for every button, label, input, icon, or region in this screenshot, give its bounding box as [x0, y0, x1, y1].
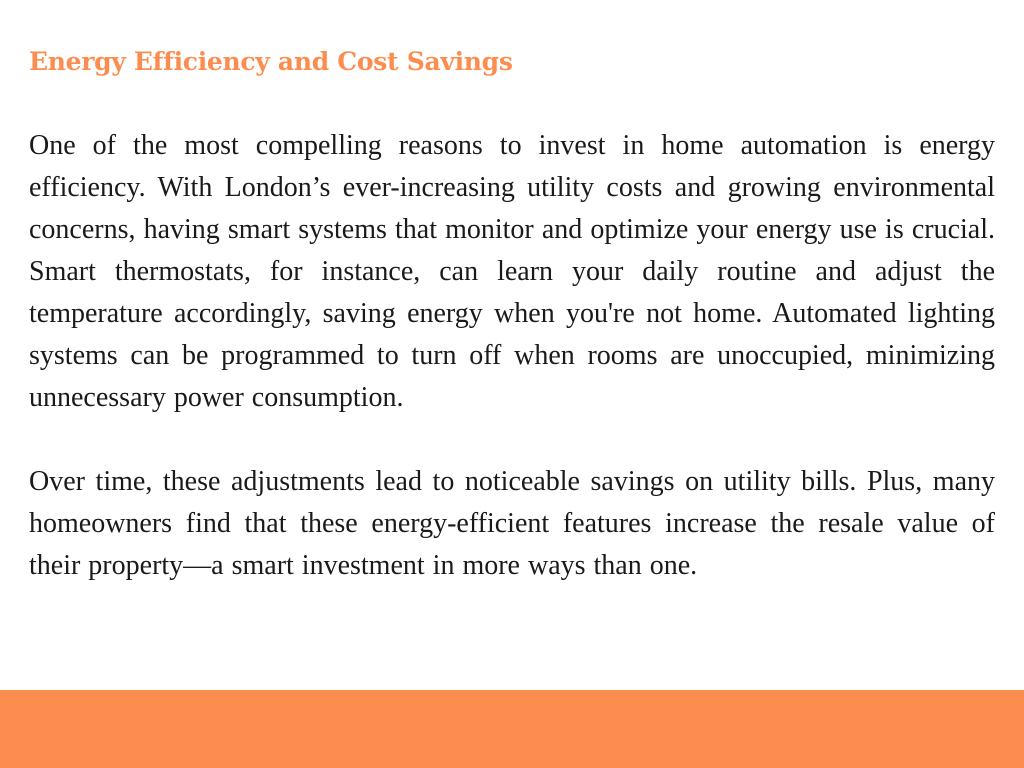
content-area: [29, 40, 995, 587]
footer-accent-band: [0, 690, 1024, 768]
section-heading: Energy Efficiency and Cost Savings: [29, 47, 513, 76]
paragraph-cost-savings: Over time, these adjustments lead to noticeable savings on utility bills. Plus, many homeowners find that these energy-efficient features increase the resale value of their property—a smart investment in more ways than one.: [29, 466, 995, 581]
paragraph-energy-efficiency: One of the most compelling reasons to invest in home automation is energy efficiency. With London’s ever-increasing utility costs and growing environmental concerns, having smart systems that monitor and optimize your energy use is crucial. Smart thermostats, for instance, can learn your daily routine and adjust the temperature accordingly, saving energy when you're not home. Automated lighting systems can be programmed to turn off when rooms are unoccupied, minimizing unnecessary power consumption.: [29, 130, 995, 413]
